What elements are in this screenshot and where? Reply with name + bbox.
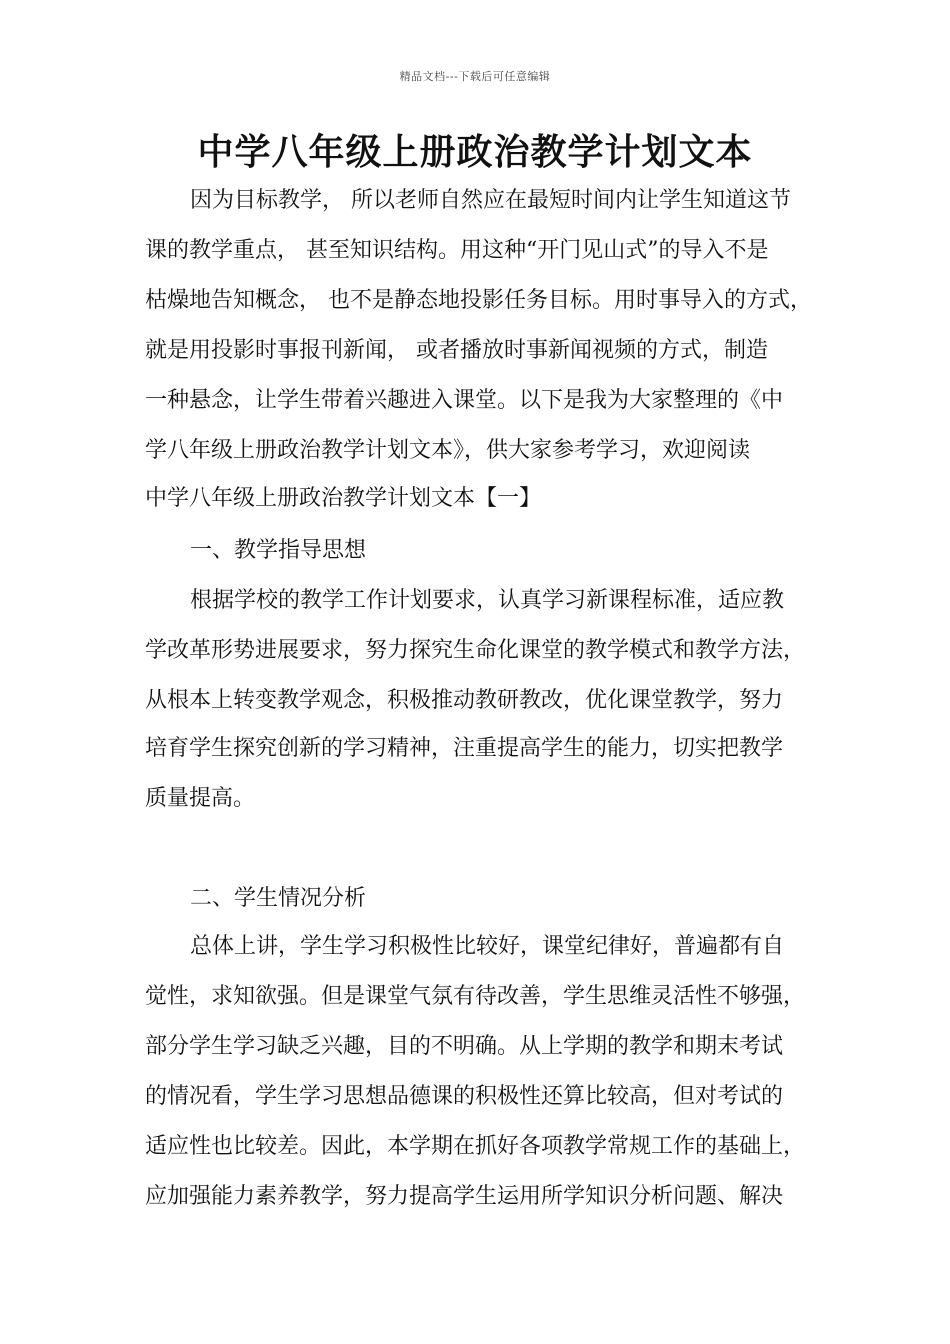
- paragraph-line: 质量提高。: [145, 786, 256, 811]
- paragraph-line: 一种悬念，让学生带着兴趣进入课堂。以下是我为大家整理的《中: [145, 388, 784, 413]
- page-header: 精品文档---下载后可任意编辑: [399, 70, 551, 83]
- paragraph-line: 应加强能力素养教学，努力提高学生运用所学知识分析问题、解决: [145, 1184, 784, 1209]
- paragraph-line: 学八年级上册政治教学计划文本》，供大家参考学习，欢迎阅读: [145, 438, 751, 463]
- paragraph-line: 培育学生探究创新的学习精神，注重提高学生的能力，切实把教学: [145, 736, 784, 761]
- section-heading: 二、学生情况分析: [190, 886, 367, 911]
- paragraph-line: 觉性，求知欲强。但是课堂气氛有待改善，学生思维灵活性不够强，: [145, 984, 806, 1009]
- section-title: 中学八年级上册政治教学计划文本【一】: [145, 486, 542, 511]
- paragraph-line: 的情况看，学生学习思想品德课的积极性还算比较高，但对考试的: [145, 1084, 784, 1109]
- paragraph-line: 根据学校的教学工作计划要求，认真学习新课程标准，适应教: [190, 588, 785, 613]
- paragraph-line: 就是用投影时事报刊新闻， 或者播放时事新闻视频的方式，制造: [145, 338, 768, 363]
- paragraph-line: 适应性也比较差。因此，本学期在抓好各项教学常规工作的基础上，: [145, 1134, 806, 1159]
- paragraph-line: 课的教学重点， 甚至知识结构。用这种“开门见山式”的导入不是: [145, 238, 769, 263]
- paragraph-line: 总体上讲，学生学习积极性比较好，课堂纪律好，普遍都有自: [190, 934, 785, 959]
- document-title: 中学八年级上册政治教学计划文本: [197, 131, 753, 173]
- paragraph-line: 从根本上转变教学观念，积极推动教研教改，优化课堂教学，努力: [145, 688, 784, 713]
- paragraph-line: 学改革形势进展要求，努力探究生命化课堂的教学模式和教学方法，: [145, 638, 806, 663]
- section-heading: 一、教学指导思想: [190, 538, 367, 563]
- paragraph-line: 枯燥地告知概念， 也不是静态地投影任务目标。用时事导入的方式，: [145, 288, 812, 313]
- paragraph-line: 因为目标教学， 所以老师自然应在最短时间内让学生知道这节: [190, 188, 791, 213]
- paragraph-line: 部分学生学习缺乏兴趣，目的不明确。从上学期的教学和期末考试: [145, 1034, 784, 1059]
